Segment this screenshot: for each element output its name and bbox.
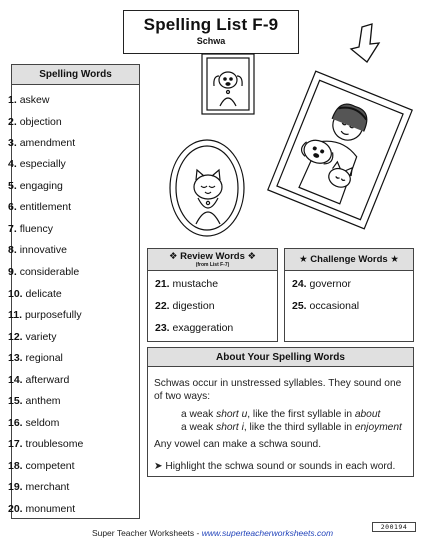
about-line: Schwas occur in unstressed syllables. They sound one	[154, 378, 402, 389]
list-item: 15. anthem	[8, 395, 61, 407]
list-item: 4. especially	[8, 158, 66, 170]
worksheet-code: 200194	[372, 522, 416, 532]
about-instruction: ➤ Highlight the schwa sound or sounds in each word.	[154, 461, 396, 472]
review-words-box	[147, 248, 278, 342]
list-item: 14. afterward	[8, 374, 70, 386]
page-title: Spelling List F-9	[143, 15, 279, 34]
footer	[0, 528, 425, 538]
footer-link[interactable]: www.superteacherworksheets.com	[201, 528, 334, 538]
cat-portrait-icon	[170, 140, 244, 236]
about-line: Any vowel can make a schwa sound.	[154, 439, 322, 450]
about-bullet: a weak short u, like the first syllable in about	[181, 409, 381, 420]
list-item: 5. engaging	[8, 180, 63, 192]
list-item: 7. fluency	[8, 223, 53, 235]
list-item: 18. competent	[8, 460, 75, 472]
spelling-words-heading: Spelling Words	[12, 65, 139, 85]
list-item: 21. mustache	[155, 278, 219, 290]
challenge-words-box	[284, 248, 414, 342]
page-subtitle: Schwa	[196, 36, 226, 46]
list-item: 13. regional	[8, 352, 63, 364]
arrow-icon	[351, 24, 379, 62]
review-words-title: ❖ Review Words ❖	[168, 251, 257, 262]
list-item: 16. seldom	[8, 417, 60, 429]
list-item: 1. askew	[8, 94, 50, 106]
list-item: 25. occasional	[292, 300, 360, 312]
footer-prefix: Super Teacher Worksheets -	[91, 528, 202, 538]
challenge-words-heading: ★ Challenge Words ★	[285, 249, 413, 271]
list-item: 12. variety	[8, 331, 57, 343]
review-words-source: (from List F-7)	[195, 262, 230, 268]
list-item: 20. monument	[8, 503, 76, 515]
family-portrait-icon	[268, 71, 412, 229]
list-item: 22. digestion	[155, 300, 215, 312]
list-item: 10. delicate	[8, 288, 62, 300]
about-box	[147, 347, 414, 477]
list-item: 9. considerable	[8, 266, 80, 278]
list-item: 17. troublesome	[8, 438, 84, 450]
list-item: 3. amendment	[8, 137, 76, 149]
review-words-heading	[148, 249, 277, 271]
list-item: 11. purposefully	[8, 309, 82, 321]
about-line: of two ways:	[154, 391, 211, 402]
list-item: 8. innovative	[8, 244, 67, 256]
dog-portrait-icon	[202, 54, 254, 114]
list-item: 6. entitlement	[8, 201, 72, 213]
list-item: 23. exaggeration	[155, 322, 234, 334]
list-item: 19. merchant	[8, 481, 70, 493]
about-bullet: a weak short i, like the third syllable in enjoyment	[181, 422, 402, 433]
list-item: 24. governor	[292, 278, 351, 290]
list-item: 2. objection	[8, 116, 62, 128]
title-box	[123, 10, 299, 54]
about-heading: About Your Spelling Words	[148, 348, 413, 367]
